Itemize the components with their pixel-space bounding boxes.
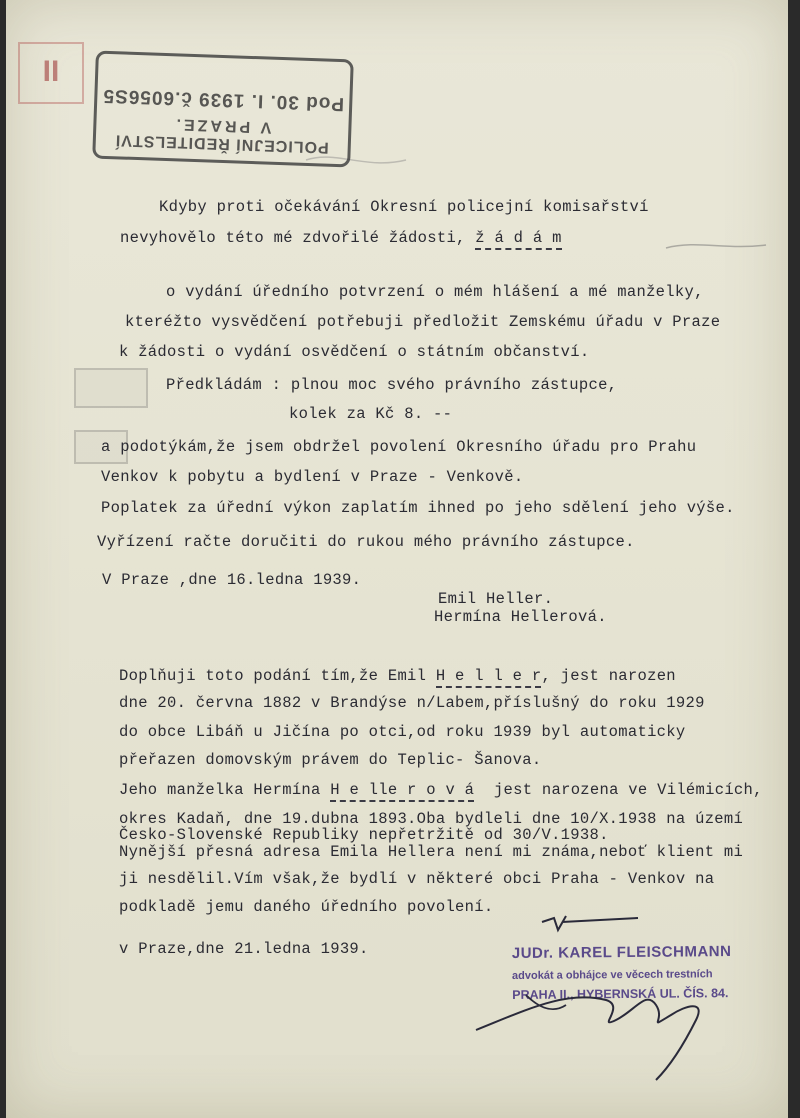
body-line: Kdyby proti očekávání Okresní policejní komisařství	[159, 198, 649, 216]
body-text: nevyhovělo této mé zdvořilé žádosti,	[120, 229, 466, 247]
supplement-line: dne 20. června 1882 v Brandýse n/Labem,příslušný do roku 1929	[119, 694, 705, 712]
supplement-text: , jest narozen	[541, 667, 676, 685]
body-line: Vyřízení račte doručiti do rukou mého právního zástupce.	[97, 533, 635, 551]
signatory-name: Hermína Hellerová.	[434, 608, 607, 626]
supplement-line	[119, 667, 676, 685]
supplement-line: okres Kadaň, dne 19.dubna 1893.Oba bydleli dne 10/X.1938 na území	[119, 810, 744, 828]
lawyer-stamp-line: JUDr. KAREL FLEISCHMANN	[511, 943, 732, 963]
supplement-line	[119, 781, 763, 799]
lawyer-stamp-line: advokát a obhájce ve věcech trestních	[511, 968, 713, 983]
body-line	[120, 229, 562, 247]
body-line: Poplatek za úřední výkon zaplatím ihned po jeho sdělení jeho výše.	[101, 499, 735, 517]
date-line: V Praze ,dne 16.ledna 1939.	[102, 571, 362, 589]
stamp-line: Pod 30. I. 1939 č.6056S5	[102, 84, 345, 115]
body-line: Předkládám : plnou moc svého právního zástupce,	[166, 376, 618, 394]
body-line: k žádosti o vydání osvědčení o státním občanství.	[119, 343, 590, 361]
faint-stamp-imprint	[74, 368, 148, 408]
red-registry-mark: II	[18, 42, 84, 104]
signatory-name: Emil Heller.	[438, 590, 554, 608]
supplement-line: podkladě jemu daného úředního povolení.	[119, 898, 494, 916]
stamp-line: POLICEJNÍ ŘEDITELSTVÍ	[114, 131, 329, 156]
supplement-line: do obce Libáň u Jičína po otci,od roku 1939 byl automaticky	[119, 723, 686, 741]
supplement-line: Nynější přesná adresa Emila Hellera není mi známa,neboť klient mi	[119, 843, 744, 861]
lawyer-stamp	[512, 943, 742, 1002]
supplement-text: jest narozena ve Vilémicích,	[493, 781, 763, 799]
supplement-line: ji nesdělil.Vím však,že bydlí v některé obci Praha - Venkov na	[119, 870, 715, 888]
lawyer-stamp-line: PRAHA II., HYBERNSKÁ UL. ČÍS. 84.	[512, 986, 729, 1003]
supplement-line: Česko-Slovenské Republiky nepřetržitě od 30/V.1938.	[119, 826, 609, 844]
date-line: v Praze,dne 21.ledna 1939.	[119, 940, 369, 958]
underlined-name: H e lle r o v á	[330, 781, 474, 802]
supplement-text: Jeho manželka Hermína	[119, 781, 321, 799]
stamp-line: V PRAZE.	[173, 115, 272, 136]
document-page	[6, 0, 788, 1118]
body-line: a podotýkám,že jsem obdržel povolení Okresního úřadu pro Prahu	[101, 438, 697, 456]
body-line: Venkov k pobytu a bydlení v Praze - Venkově.	[101, 468, 524, 486]
underlined-name: H e l l e r	[436, 667, 542, 688]
police-directorate-stamp	[92, 51, 354, 168]
body-line: kolek za Kč 8. --	[289, 405, 453, 423]
body-line: o vydání úředního potvrzení o mém hlášení a mé manželky,	[166, 283, 704, 301]
body-line: kteréžto vysvědčení potřebuji předložit Zemskému úřadu v Praze	[125, 313, 721, 331]
supplement-text: Doplňuji toto podání tím,že Emil	[119, 667, 427, 685]
supplement-line: přeřazen domovským právem do Teplic- Šanova.	[119, 751, 542, 769]
underlined-demand: ž á d á m	[475, 229, 561, 250]
